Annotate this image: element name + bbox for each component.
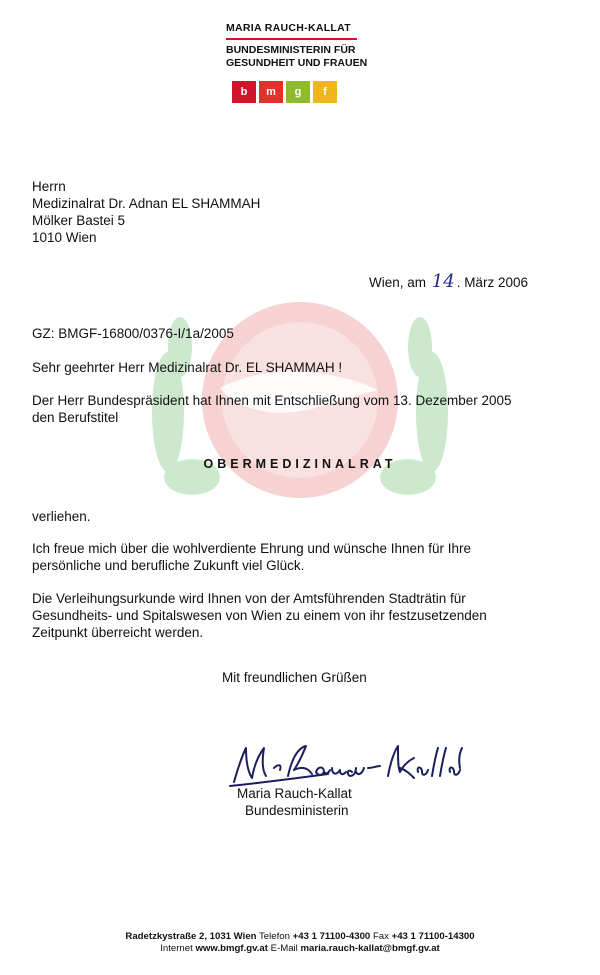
footer-phone-label: Telefon — [259, 931, 290, 942]
recipient-line-1: Herrn — [32, 179, 66, 194]
ministry-name-line1: BUNDESMINISTERIN FÜR — [226, 44, 356, 56]
recipient-line-2: Medizinalrat Dr. Adnan EL SHAMMAH — [32, 196, 261, 211]
logo-square-m: m — [259, 81, 283, 103]
footer-website: www.bmgf.gv.at — [195, 943, 268, 954]
letterhead — [226, 22, 386, 103]
minister-name: MARIA RAUCH-KALLAT — [226, 22, 351, 34]
footer-email: maria.rauch-kallat@bmgf.gv.at — [300, 943, 440, 954]
signatory-title: Bundesministerin — [245, 803, 349, 818]
signatory-block — [237, 785, 352, 819]
logo-square-g: g — [286, 81, 310, 103]
reference-number: GZ: BMGF-16800/0376-I/1a/2005 — [32, 326, 234, 341]
recipient-address — [32, 178, 260, 246]
paragraph-3-line-1: Die Verleihungsurkunde wird Ihnen von der Amtsführenden Stadträtin für — [32, 591, 466, 606]
footer-fax: +43 1 71100-14300 — [391, 931, 475, 942]
salutation: Sehr geehrter Herr Medizinalrat Dr. EL SHAMMAH ! — [32, 360, 343, 375]
date-line — [369, 273, 528, 291]
paragraph-2 — [32, 540, 471, 574]
paragraph-2-line-1: Ich freue mich über die wohlverdiente Ehrung und wünsche Ihnen für Ihre — [32, 541, 472, 556]
paragraph-3 — [32, 590, 487, 641]
logo-square-f: f — [313, 81, 337, 103]
award-title: OBERMEDIZINALRAT — [203, 457, 397, 471]
footer-line-2 — [0, 943, 600, 955]
footer-phone: +43 1 71100-4300 — [292, 931, 371, 942]
recipient-line-4: 1010 Wien — [32, 230, 97, 245]
verliehen-text: verliehen. — [32, 509, 91, 524]
paragraph-1-line-2: den Berufstitel — [32, 410, 119, 425]
footer-fax-label: Fax — [372, 931, 389, 942]
closing-greeting: Mit freundlichen Grüßen — [222, 670, 367, 685]
paragraph-1-line-1: Der Herr Bundespräsident hat Ihnen mit Entschließung vom 13. Dezember 2005 — [32, 393, 512, 408]
signatory-name: Maria Rauch-Kallat — [237, 786, 352, 801]
date-suffix: . März 2006 — [456, 275, 528, 290]
footer-email-label: E-Mail — [270, 943, 298, 954]
handwritten-signature — [228, 738, 463, 790]
ministry-logo — [232, 81, 386, 103]
paragraph-3-line-2: Gesundheits- und Spitalswesen von Wien zu einem von ihr festzusetzenden — [32, 608, 487, 623]
letterhead-divider — [226, 38, 357, 40]
paragraph-3-line-3: Zeitpunkt überreicht werden. — [32, 625, 204, 640]
date-day-handwritten: 14 — [431, 271, 455, 292]
ministry-name-line2: GESUNDHEIT UND FRAUEN — [226, 57, 368, 69]
footer-internet-label: Internet — [160, 943, 193, 954]
footer-line-1 — [0, 931, 600, 943]
paragraph-2-line-2: persönliche und berufliche Zukunft viel Glück. — [32, 558, 305, 573]
footer-address: Radetzkystraße 2, 1031 Wien — [125, 931, 257, 942]
recipient-line-3: Mölker Bastei 5 — [32, 213, 126, 228]
paragraph-1 — [32, 392, 512, 426]
footer — [0, 931, 600, 955]
logo-square-b: b — [232, 81, 256, 103]
date-prefix: Wien, am — [369, 275, 427, 290]
